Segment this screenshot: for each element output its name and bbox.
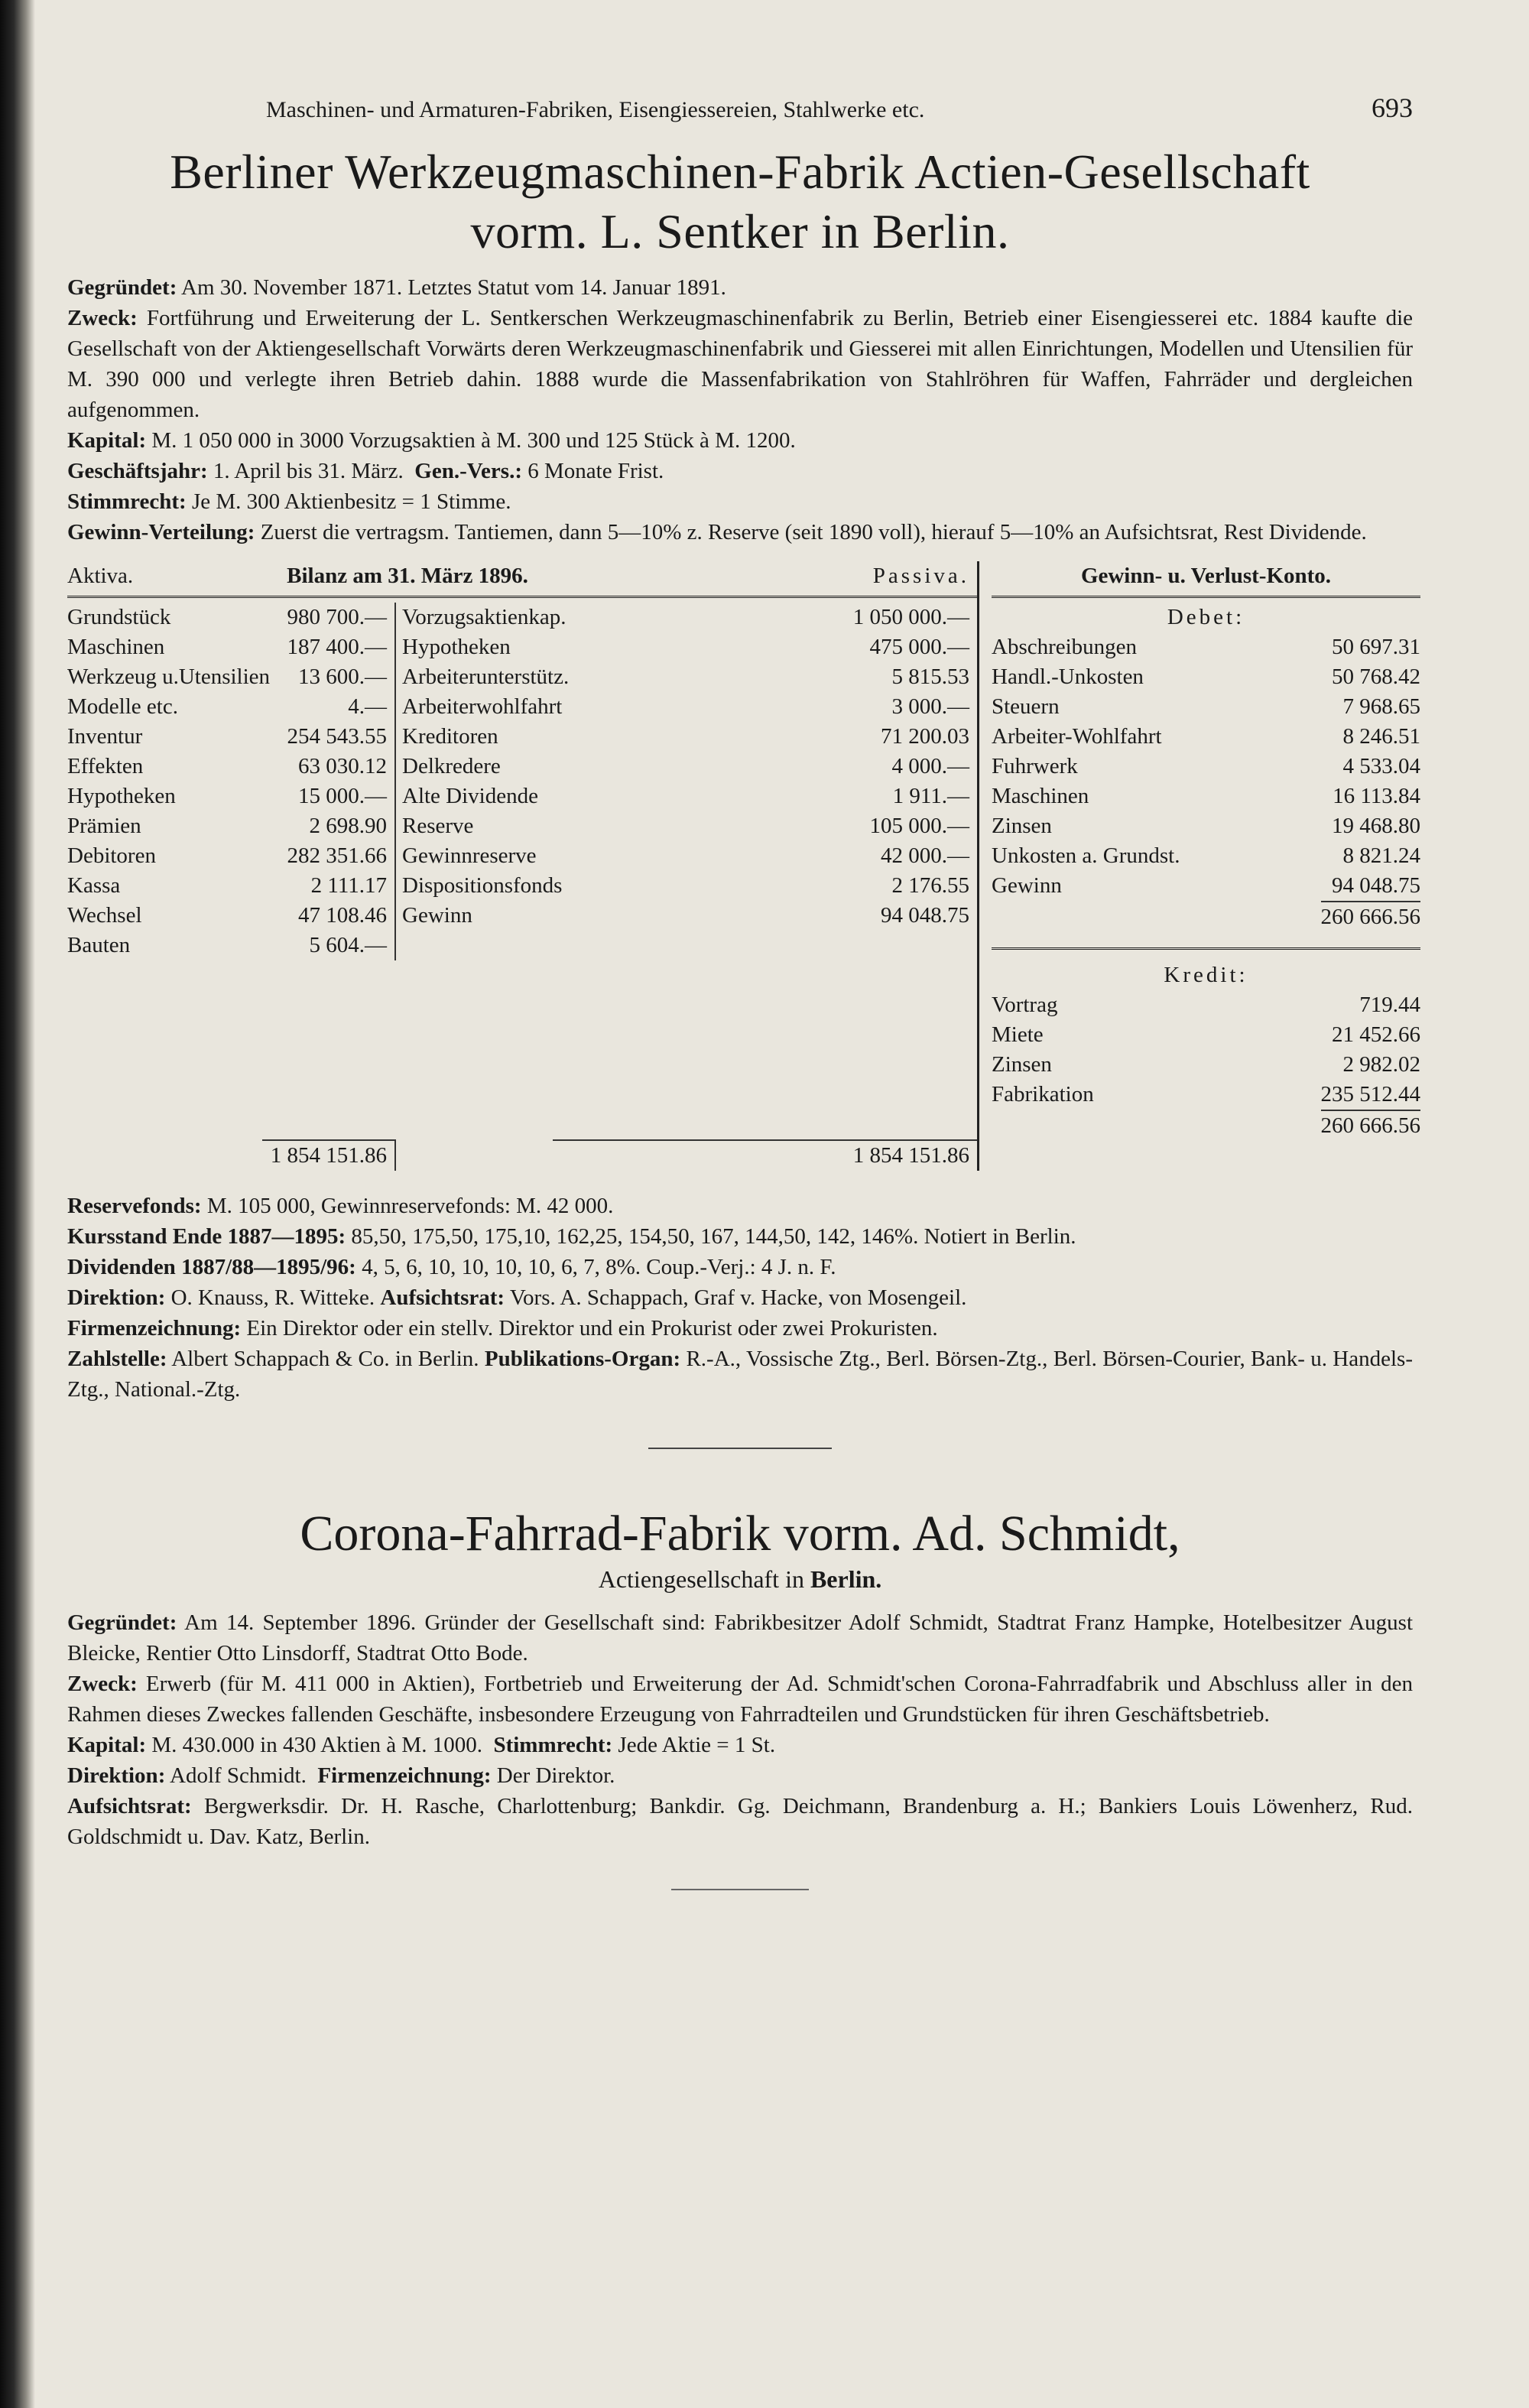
c1-gewinn-verteilung: Gewinn-Verteilung: Zuerst die vertragsm. Tantiemen, dann 5—10% z. Reserve (seit 1890 voll), hierauf 5—10% an Aufsichtsrat, Rest Dividende.	[67, 520, 1367, 544]
passiva-value-10: 94 048.75	[881, 903, 969, 928]
passiva-value-0: 1 050 000.—	[852, 605, 969, 629]
aktiva-value-6: 15 000.—	[262, 782, 396, 811]
aktiva-label-7: Prämien	[67, 814, 141, 838]
aktiva-label-6: Hypotheken	[67, 784, 176, 808]
passiva-label-0: Vorzugsaktienkap.	[402, 605, 566, 629]
gv-kredit-row-1: Miete 21 452.66	[992, 1022, 1420, 1047]
c2-direktion: Direktion: Adolf Schmidt. Firmenzeichnung: Der Direktor.	[67, 1763, 615, 1788]
c1-gegruendet: Gegründet: Am 30. November 1871. Letztes Statut vom 14. Januar 1891.	[67, 275, 726, 300]
bilanz-table	[67, 561, 977, 1171]
passiva-label-8: Gewinnreserve	[402, 843, 537, 868]
passiva-value-9: 2 176.55	[891, 873, 969, 898]
gv-kredit-total-row	[992, 1110, 1420, 1141]
passiva-value-8: 42 000.—	[881, 843, 969, 868]
section-divider	[648, 1448, 832, 1449]
running-head	[67, 92, 1413, 124]
c1-direktion: Direktion: O. Knauss, R. Witteke. Aufsichtsrat: Vors. A. Schappach, Graf v. Hacke, von Mosengeil.	[67, 1285, 967, 1310]
gv-debet-row-2: Steuern 7 968.65	[992, 694, 1420, 719]
passiva-total: 1 854 151.86	[553, 1139, 977, 1171]
company1-title-line1: Berliner Werkzeugmaschinen-Fabrik Actien-Gesellschaft	[170, 145, 1310, 199]
aktiva-value-8: 282 351.66	[262, 841, 396, 871]
c1-reservefonds: Reservefonds: M. 105 000, Gewinnreservefonds: M. 42 000.	[67, 1194, 614, 1218]
passiva-label-4: Kreditoren	[402, 724, 498, 749]
passiva-label-10: Gewinn	[402, 903, 472, 928]
company2-title: Corona-Fahrrad-Fabrik vorm. Ad. Schmidt,	[300, 1506, 1180, 1561]
gv-debet-row-4: Fuhrwerk 4 533.04	[992, 754, 1420, 778]
gv-kredit-row-3: Fabrikation 235 512.44	[992, 1082, 1420, 1107]
gv-debet-row-8: Gewinn 94 048.75	[992, 873, 1420, 898]
c2-zweck: Zweck: Erwerb (für M. 411 000 in Aktien), Fortbetrieb und Erweiterung der Ad. Schmidt'schen Corona-Fahrradfabrik und Abschluss aller in den Rahmen dieses Zweckes fallenden Geschäfte, insbesondere Erzeugung von Fahrradteilen und Grundstücken für ihren Geschäftsbetrieb.	[67, 1672, 1413, 1727]
bilanz-title: Bilanz am 31. März 1896.	[262, 561, 553, 598]
aktiva-value-9: 2 111.17	[262, 871, 396, 901]
passiva-value-7: 105 000.—	[869, 814, 969, 838]
c2-gegruendet: Gegründet: Am 14. September 1896. Gründer der Gesellschaft sind: Fabrikbesitzer Adolf Schmidt, Stadtrat Franz Hampke, Hotelbesitzer August Bleicke, Rentier Otto Linsdorff, Stadtrat Otto Bode.	[67, 1610, 1413, 1665]
c2-aufsichtsrat: Aufsichtsrat: Bergwerksdir. Dr. H. Rasche, Charlottenburg; Bankdir. Gg. Deichmann, Brandenburg a. H.; Bankiers Louis Löwenherz, Rud. Goldschmidt u. Dav. Katz, Berlin.	[67, 1794, 1413, 1849]
company2-subtitle: Actiengesellschaft in Berlin.	[598, 1565, 882, 1593]
passiva-value-1: 475 000.—	[869, 635, 969, 659]
c1-kursstand: Kursstand Ende 1887—1895: 85,50, 175,50, 175,10, 162,25, 154,50, 167, 144,50, 142, 146%. Notiert in Berlin.	[67, 1224, 1076, 1249]
gv-kredit-row-0: Vortrag 719.44	[992, 993, 1420, 1017]
aktiva-label-1: Maschinen	[67, 635, 165, 659]
gv-debet-total: 260 666.56	[1321, 901, 1421, 932]
gv-debet-row-5: Maschinen 16 113.84	[992, 784, 1420, 808]
c1-dividenden: Dividenden 1887/88—1895/96: 4, 5, 6, 10, 10, 10, 10, 6, 7, 8%. Coup.-Verj.: 4 J. n. F.	[67, 1255, 836, 1279]
aktiva-label-3: Modelle etc.	[67, 694, 178, 719]
passiva-label-7: Reserve	[402, 814, 474, 838]
page-binding-edge	[0, 0, 35, 2408]
page-content	[67, 92, 1420, 1890]
aktiva-value-7: 2 698.90	[262, 811, 396, 841]
aktiva-label-2: Werkzeug u.Utensilien	[67, 665, 271, 689]
aktiva-value-11: 5 604.—	[262, 931, 396, 960]
c2-kapital: Kapital: M. 430.000 in 430 Aktien à M. 1000. Stimmrecht: Jede Aktie = 1 St.	[67, 1733, 776, 1757]
passiva-label-5: Delkredere	[402, 754, 501, 778]
passiva-value-5: 4 000.—	[891, 754, 969, 778]
passiva-value-4: 71 200.03	[881, 724, 969, 749]
passiva-value-6: 1 911.—	[892, 784, 969, 808]
passiva-label-3: Arbeiterwohlfahrt	[402, 694, 563, 719]
running-head-title: Maschinen- und Armaturen-Fabriken, Eisengiessereien, Stahlwerke etc.	[266, 97, 925, 122]
passiva-label-9: Dispositionsfonds	[402, 873, 563, 898]
aktiva-value-4: 254 543.55	[262, 722, 396, 752]
aktiva-value-3: 4.—	[262, 692, 396, 722]
bottom-rule	[671, 1889, 809, 1890]
passiva-label-2: Arbeiterunterstütz.	[402, 665, 570, 689]
gv-section-rule	[992, 947, 1420, 950]
gewinn-verlust-konto	[977, 561, 1420, 1171]
gv-kredit-total: 260 666.56	[1321, 1110, 1421, 1141]
gv-debet-total-row	[992, 901, 1420, 932]
aktiva-label-9: Kassa	[67, 873, 121, 898]
gv-debet-row-1: Handl.-Unkosten 50 768.42	[992, 665, 1420, 689]
aktiva-value-0: 980 700.—	[262, 603, 396, 632]
c1-geschaeftsjahr: Geschäftsjahr: 1. April bis 31. März. Gen.-Vers.: 6 Monate Frist.	[67, 459, 664, 483]
c1-zweck: Zweck: Fortführung und Erweiterung der L. Sentkerschen Werkzeugmaschinenfabrik zu Berlin, Betrieb einer Eisengiesserei etc. 1884 kaufte die Gesellschaft von der Aktiengesellschaft Vorwärts deren Werkzeugmaschinenfabrik und Giesserei mit allen Einrichtungen, Modellen und Utensilien für M. 390 000 und verlegte ihren Betrieb dahin. 1888 wurde die Massenfabrikation von Stahlröhren für Waffen, Fahrräder und dergleichen aufgenommen.	[67, 306, 1414, 422]
gv-kredit-label: Kredit:	[1164, 963, 1248, 987]
gv-debet-label: Debet:	[1167, 605, 1245, 629]
c1-zahlstelle: Zahlstelle: Albert Schappach & Co. in Berlin. Publikations-Organ: R.-A., Vossische Ztg., Berl. Börsen-Ztg., Berl. Börsen-Courier, Bank- u. Handels-Ztg., National.-Ztg.	[67, 1347, 1413, 1402]
gv-debet-row-7: Unkosten a. Grundst. 8 821.24	[992, 843, 1420, 868]
aktiva-value-10: 47 108.46	[262, 901, 396, 931]
financial-statements	[67, 561, 1420, 1171]
c1-firmenzeichnung: Firmenzeichnung: Ein Direktor oder ein stellv. Direktor und ein Prokurist oder zwei Prokuristen.	[67, 1316, 938, 1340]
c1-kapital: Kapital: M. 1 050 000 in 3000 Vorzugsaktien à M. 300 und 125 Stück à M. 1200.	[67, 428, 796, 453]
aktiva-label-4: Inventur	[67, 724, 143, 749]
aktiva-label-8: Debitoren	[67, 843, 156, 868]
aktiva-label-11: Bauten	[67, 933, 131, 957]
aktiva-total: 1 854 151.86	[262, 1139, 396, 1171]
aktiva-value-1: 187 400.—	[262, 632, 396, 662]
gv-debet-row-3: Arbeiter-Wohlfahrt 8 246.51	[992, 724, 1420, 749]
aktiva-value-2: 13 600.—	[262, 662, 396, 692]
passiva-label-1: Hypotheken	[402, 635, 511, 659]
aktiva-label-10: Wechsel	[67, 903, 142, 928]
gv-title: Gewinn- u. Verlust-Konto.	[992, 561, 1420, 598]
aktiva-label: Aktiva.	[67, 561, 262, 598]
passiva-value-2: 5 815.53	[891, 665, 969, 689]
company1-title-line2: vorm. L. Sentker in Berlin.	[470, 204, 1010, 258]
aktiva-value-5: 63 030.12	[262, 752, 396, 782]
gv-debet-row-0: Abschreibungen 50 697.31	[992, 635, 1420, 659]
aktiva-label-0: Grundstück	[67, 605, 171, 629]
c1-footer-notes	[67, 1191, 1413, 1405]
page-number: 693	[1372, 93, 1413, 123]
c1-stimmrecht: Stimmrecht: Je M. 300 Aktienbesitz = 1 Stimme.	[67, 489, 511, 514]
passiva-label-6: Alte Dividende	[402, 784, 538, 808]
aktiva-label-5: Effekten	[67, 754, 144, 778]
gv-debet-row-6: Zinsen 19 468.80	[992, 814, 1420, 838]
passiva-label: Passiva.	[553, 561, 977, 598]
gv-kredit-row-2: Zinsen 2 982.02	[992, 1052, 1420, 1077]
passiva-value-3: 3 000.—	[891, 694, 969, 719]
